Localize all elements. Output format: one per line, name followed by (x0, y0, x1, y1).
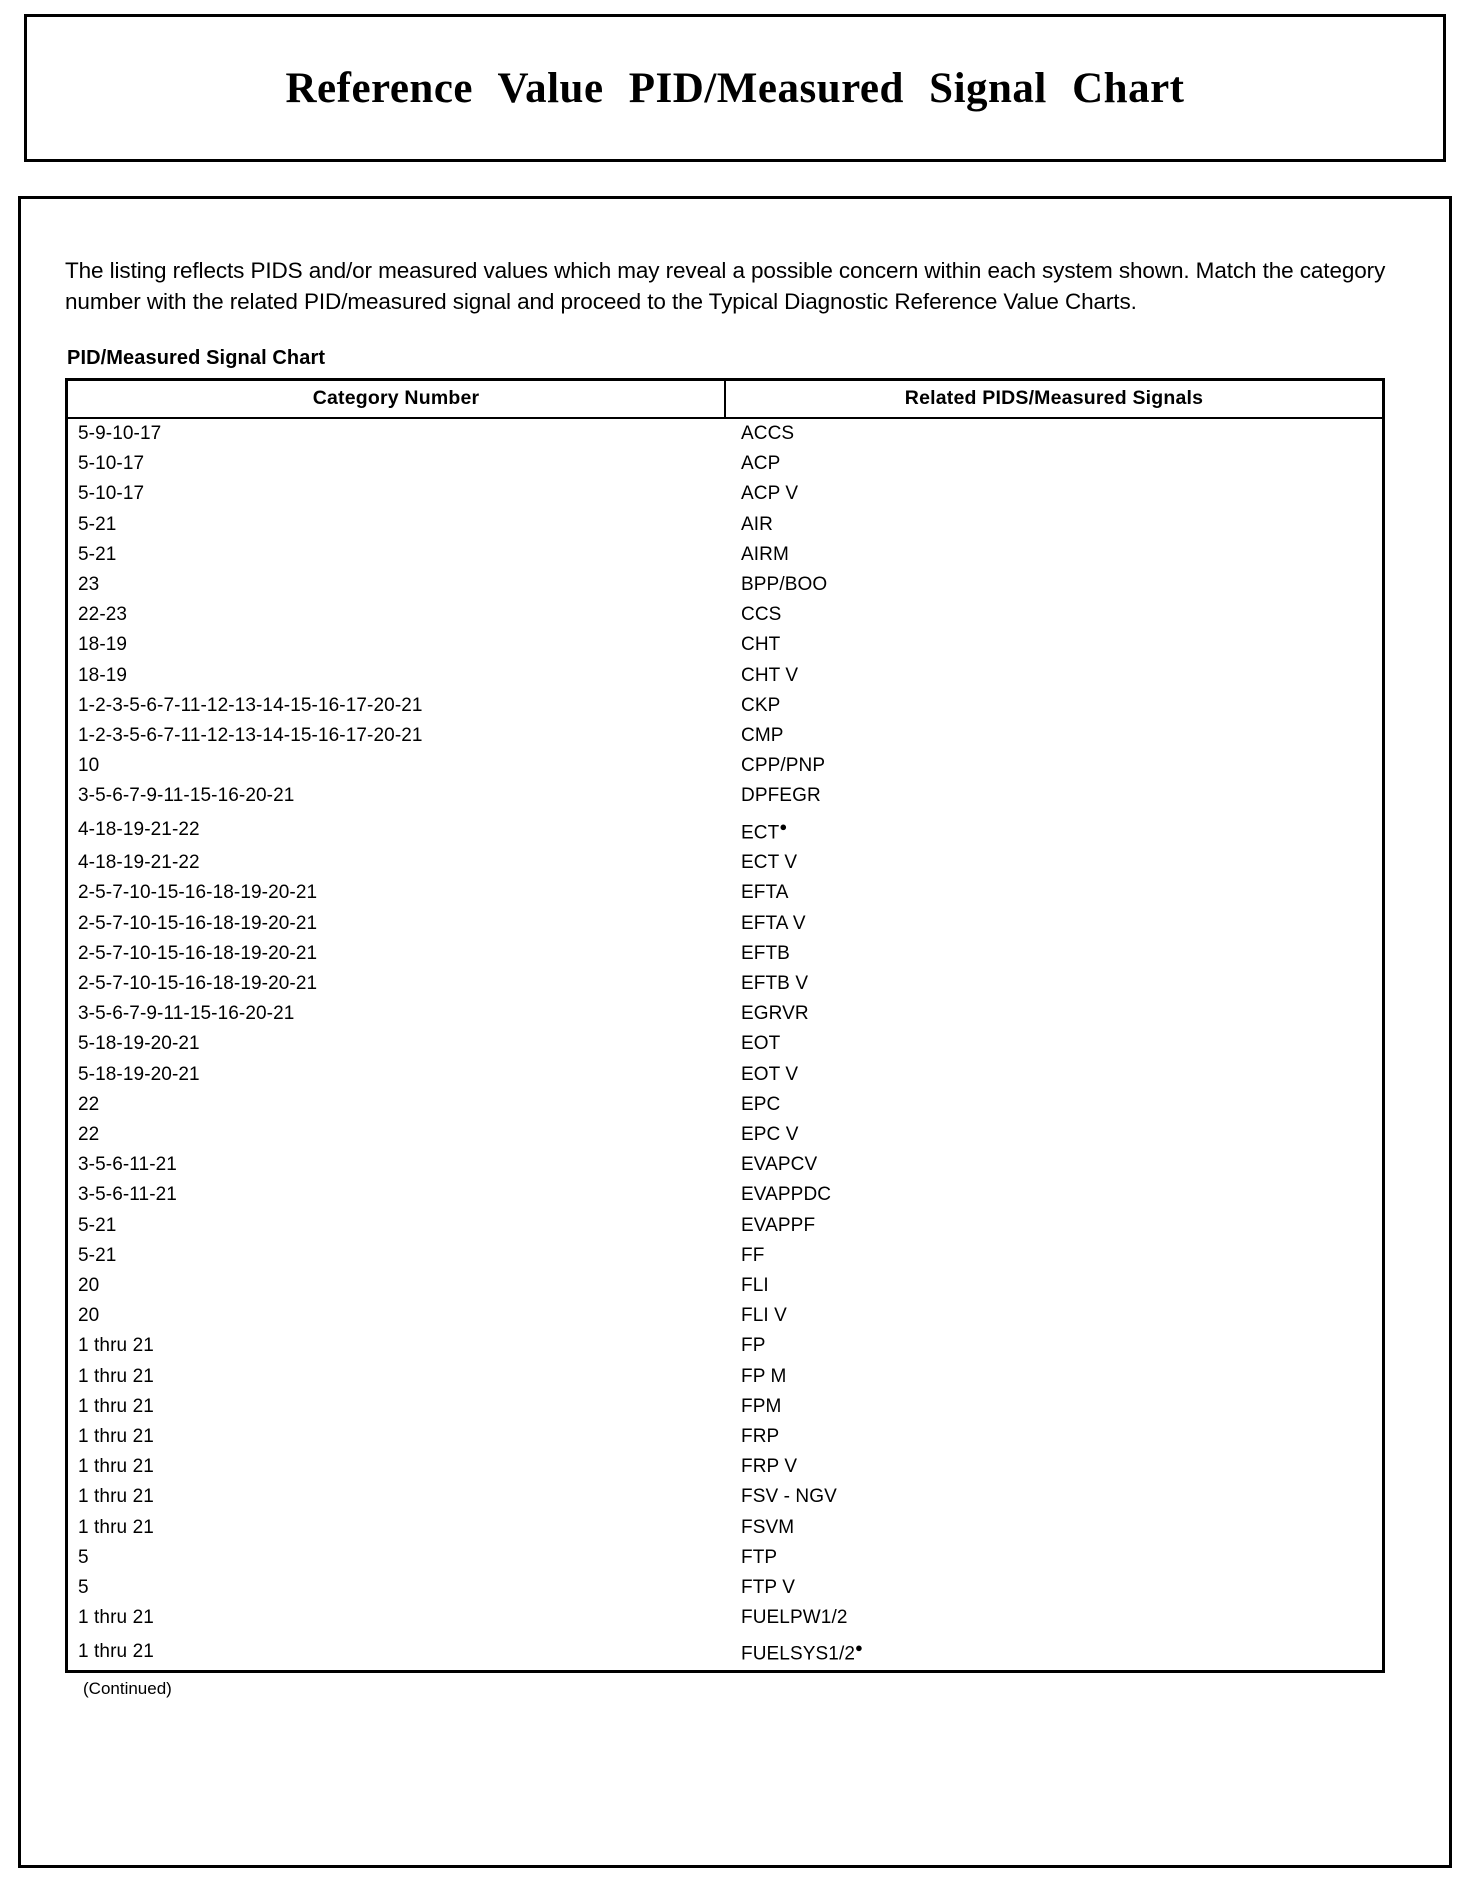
cell-related-signal: AIRM (741, 543, 789, 565)
intro-paragraph: The listing reflects PIDS and/or measured values which may reveal a possible concern within each system shown. Match the category number with the related PID/measured signal and proceed to the Typical Diagnostic Reference Value Charts. (65, 258, 1386, 314)
cell-category-number: 5-21 (78, 1244, 117, 1266)
column-header-category-number: Category Number (67, 380, 726, 419)
cell-category-number: 2-5-7-10-15-16-18-19-20-21 (78, 972, 318, 994)
cell-related-signal: EPC V (741, 1124, 799, 1145)
cell-related-signal: FSVM (741, 1516, 795, 1538)
cell-category-number: 18-19 (78, 634, 128, 656)
table-row (67, 721, 1384, 751)
cell-category-number: 3-5-6-11-21 (78, 1154, 177, 1176)
cell-category-number: 5-21 (78, 513, 117, 535)
cell-related-signal: ACP (741, 453, 781, 475)
table-row (67, 1150, 1384, 1180)
cell-related-signal: ECT V (741, 852, 798, 874)
table-row (67, 691, 1384, 721)
title-box (24, 14, 1446, 162)
cell-related-signal: FRP (741, 1426, 780, 1448)
cell-related-signal: EFTB (741, 942, 790, 964)
cell-category-number: 3-5-6-11-21 (78, 1184, 177, 1206)
cell-related-signal: AIR (741, 513, 773, 535)
table-body (67, 418, 1384, 1671)
table-row (67, 600, 1384, 630)
cell-related-signal: FRP V (741, 1456, 798, 1478)
table-row (67, 1180, 1384, 1210)
cell-category-number: 1 thru 21 (78, 1456, 154, 1478)
cell-category-number: 4-18-19-21-22 (78, 818, 200, 840)
cell-category-number: 10 (78, 755, 100, 777)
cell-related-signal: BPP/BOO (741, 574, 828, 596)
table-row (67, 781, 1384, 811)
cell-category-number: 23 (78, 574, 100, 596)
table-row (67, 1271, 1384, 1301)
cell-category-number: 5-18-19-20-21 (78, 1033, 200, 1055)
cell-category-number: 5-10-17 (78, 483, 145, 505)
cell-related-signal: CHT (741, 634, 781, 656)
cell-related-signal: FLI (741, 1275, 769, 1297)
cell-related-signal: FTP (741, 1546, 778, 1568)
cell-category-number: 5-9-10-17 (78, 423, 162, 444)
page-title: Reference Value PID/Measured Signal Chart (285, 64, 1185, 112)
cell-category-number: 22 (78, 1093, 100, 1115)
cell-related-signal: CKP (741, 694, 781, 716)
table-row (67, 878, 1384, 908)
table-row (67, 1422, 1384, 1452)
cell-category-number: 5-21 (78, 543, 117, 565)
cell-category-number: 3-5-6-7-9-11-15-16-20-21 (78, 785, 295, 807)
table-row (67, 1573, 1384, 1603)
cell-category-number: 5 (78, 1546, 89, 1568)
cell-category-number: 2-5-7-10-15-16-18-19-20-21 (78, 942, 318, 964)
table-row (67, 540, 1384, 570)
table-row (67, 1513, 1384, 1543)
table-row (67, 1029, 1384, 1059)
cell-category-number: 1 thru 21 (78, 1335, 154, 1357)
cell-category-number: 1 thru 21 (78, 1426, 154, 1448)
cell-category-number: 1 thru 21 (78, 1486, 154, 1508)
footnote-marker-icon: ● (855, 1640, 863, 1656)
cell-category-number: 1 thru 21 (78, 1365, 154, 1387)
cell-related-signal: CMP (741, 725, 784, 747)
table-header-row (67, 380, 1384, 419)
cell-related-signal: EVAPPDC (741, 1184, 832, 1206)
cell-related-signal: CHT V (741, 664, 799, 686)
content-box (18, 196, 1452, 1868)
cell-category-number: 1-2-3-5-6-7-11-12-13-14-15-16-17-20-21 (78, 694, 423, 716)
table-row (67, 1482, 1384, 1512)
table-row (67, 510, 1384, 540)
cell-related-signal: FPM (741, 1395, 782, 1417)
cell-category-number: 5 (78, 1577, 89, 1599)
table-row (67, 449, 1384, 479)
cell-related-signal: FSV - NGV (741, 1486, 837, 1508)
cell-related-signal: ACCS (741, 423, 795, 444)
cell-related-signal: EOT (741, 1033, 781, 1055)
table-row (67, 1090, 1384, 1120)
cell-category-number: 2-5-7-10-15-16-18-19-20-21 (78, 882, 318, 904)
cell-category-number: 20 (78, 1305, 100, 1327)
table-row (67, 1452, 1384, 1482)
table-row (67, 1543, 1384, 1573)
cell-category-number: 22-23 (78, 604, 128, 626)
footnote-marker-icon: ● (779, 818, 788, 834)
cell-category-number: 20 (78, 1275, 100, 1297)
cell-category-number: 1 thru 21 (78, 1607, 154, 1629)
cell-related-signal: FP M (741, 1365, 787, 1387)
table-row (67, 812, 1384, 849)
cell-related-signal: FUELPW1/2 (741, 1607, 848, 1629)
table-row (67, 1603, 1384, 1633)
table-row (67, 570, 1384, 600)
cell-related-signal: EOT V (741, 1063, 799, 1085)
table-row (67, 1060, 1384, 1090)
cell-related-signal: EFTB V (741, 972, 809, 994)
table-row (67, 479, 1384, 509)
cell-related-signal: FF (741, 1244, 765, 1266)
table-row (67, 751, 1384, 781)
table-row (67, 848, 1384, 878)
section-heading: PID/Measured Signal Chart (67, 347, 326, 369)
cell-category-number: 1 thru 21 (78, 1516, 154, 1538)
cell-category-number: 18-19 (78, 664, 128, 686)
cell-category-number: 5-18-19-20-21 (78, 1063, 200, 1085)
cell-related-signal: FUELSYS1/2● (741, 1640, 863, 1665)
cell-category-number: 5-10-17 (78, 453, 145, 475)
cell-related-signal: FP (741, 1335, 766, 1357)
table-row (67, 1241, 1384, 1271)
table-row (67, 1362, 1384, 1392)
cell-related-signal: EFTA V (741, 912, 806, 934)
cell-related-signal: CCS (741, 604, 782, 626)
cell-category-number: 1-2-3-5-6-7-11-12-13-14-15-16-17-20-21 (78, 725, 423, 747)
table-row (67, 661, 1384, 691)
pid-measured-signal-table (65, 378, 1385, 1673)
cell-category-number: 1 thru 21 (78, 1395, 154, 1417)
cell-related-signal: ACP V (741, 483, 799, 505)
table-row (67, 939, 1384, 969)
table-row (67, 1211, 1384, 1241)
table-row (67, 630, 1384, 660)
cell-category-number: 5-21 (78, 1214, 117, 1236)
cell-related-signal: EVAPPF (741, 1214, 816, 1236)
cell-category-number: 3-5-6-7-9-11-15-16-20-21 (78, 1003, 295, 1025)
cell-related-signal: DPFEGR (741, 785, 821, 807)
cell-related-signal: FLI V (741, 1305, 787, 1327)
cell-category-number: 22 (78, 1124, 100, 1145)
cell-related-signal: EGRVR (741, 1003, 809, 1025)
continued-label: (Continued) (83, 1678, 172, 1698)
cell-category-number: 2-5-7-10-15-16-18-19-20-21 (78, 912, 318, 934)
table-row (67, 999, 1384, 1029)
cell-related-signal: EVAPCV (741, 1154, 818, 1176)
table-row (67, 418, 1384, 449)
cell-category-number: 1 thru 21 (78, 1640, 154, 1662)
cell-related-signal: EFTA (741, 882, 789, 904)
column-header-related-signals: Related PIDS/Measured Signals (725, 380, 1384, 419)
cell-related-signal: FTP V (741, 1577, 795, 1599)
cell-related-signal: CPP/PNP (741, 755, 826, 777)
table-row (67, 1633, 1384, 1671)
table-row (67, 1120, 1384, 1150)
table-row (67, 1392, 1384, 1422)
table-row (67, 1301, 1384, 1331)
table-row (67, 909, 1384, 939)
cell-related-signal: ECT● (741, 818, 788, 843)
table-row (67, 1331, 1384, 1361)
cell-related-signal: EPC (741, 1093, 781, 1115)
table-row (67, 969, 1384, 999)
cell-category-number: 4-18-19-21-22 (78, 852, 200, 874)
